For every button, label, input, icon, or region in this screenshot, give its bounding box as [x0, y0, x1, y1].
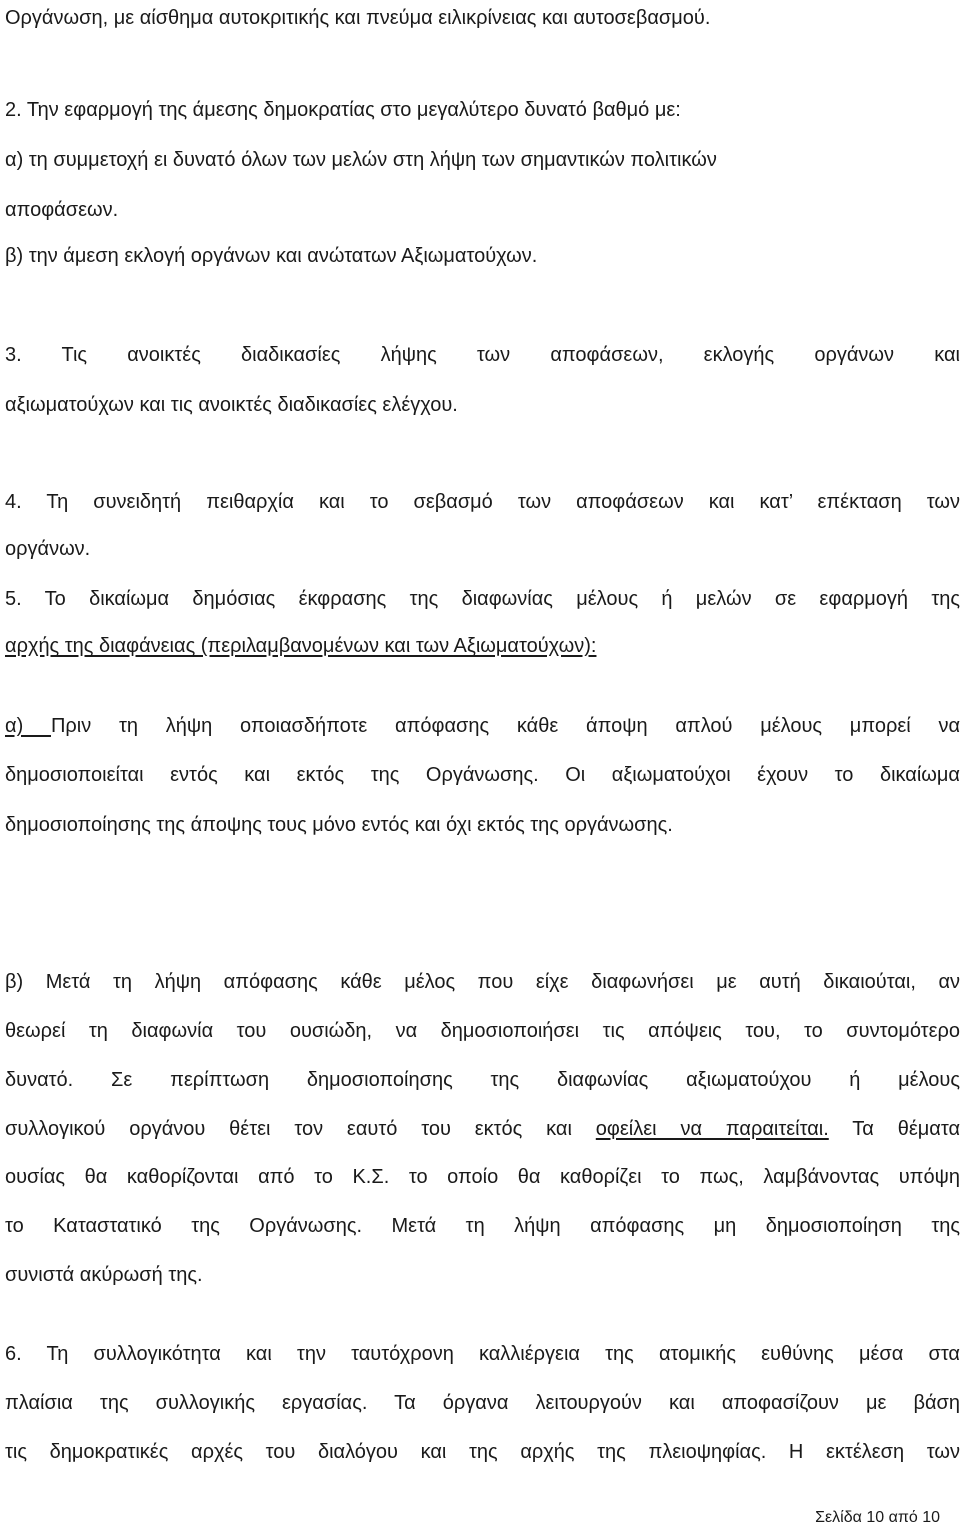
- text-line: 5. Το δικαίωμα δημόσιας έκφρασης της διαφωνίας μέλους ή μελών σε εφαρμογή της: [5, 588, 960, 610]
- text-line: δημοσιοποίησης της άποψης τους μόνο εντός και όχι εκτός της οργάνωσης.: [5, 814, 673, 836]
- text-segment: Τα θέματα: [828, 1118, 960, 1140]
- text-line: θεωρεί τη διαφωνία του ουσιώδη, να δημοσιοποιήσει τις απόψεις του, το συντομότερο: [5, 1020, 960, 1042]
- text-line: το Καταστατικό της Οργάνωσης. Μετά τη λήψη απόφασης μη δημοσιοποίηση της: [5, 1215, 960, 1237]
- text-line: αξιωματούχων και τις ανοικτές διαδικασίες ελέγχου.: [5, 394, 458, 416]
- text-line: 4. Τη συνειδητή πειθαρχία και το σεβασμό των αποφάσεων και κατ’ επέκταση των: [5, 491, 960, 513]
- text-line: αποφάσεων.: [5, 199, 119, 221]
- text-line: δυνατό. Σε περίπτωση δημοσιοποίησης της διαφωνίας αξιωματούχου ή μέλους: [5, 1069, 960, 1091]
- text-line: πλαίσια της συλλογικής εργασίας. Τα όργανα λειτουργούν και αποφασίζουν με βάση: [5, 1392, 960, 1414]
- underlined-text: αρχής της διαφάνειας (περιλαμβανομένων και των Αξιωματούχων):: [5, 635, 597, 657]
- page-number: Σελίδα 10 από 10: [815, 1509, 940, 1526]
- text-line: [5, 713, 960, 739]
- text-line: [5, 633, 596, 659]
- text-line: [5, 1116, 960, 1142]
- text-segment: συλλογικού οργάνου θέτει τον εαυτό του εκτός και: [5, 1118, 596, 1140]
- text-line: 3. Τις ανοικτές διαδικασίες λήψης των αποφάσεων, εκλογής οργάνων και: [5, 344, 960, 366]
- text-segment: Πριν τη λήψη οποιασδήποτε απόφασης κάθε άποψη απλού μέλους μπορεί να: [50, 715, 960, 737]
- text-line: Οργάνωση, με αίσθημα αυτοκριτικής και πνεύμα ειλικρίνειας και αυτοσεβασμού.: [5, 7, 711, 29]
- text-line: 6. Τη συλλογικότητα και την ταυτόχρονη καλλιέργεια της ατομικής ευθύνης μέσα στα: [5, 1343, 960, 1365]
- text-line: τις δημοκρατικές αρχές του διαλόγου και της αρχής της πλειοψηφίας. Η εκτέλεση των: [5, 1441, 960, 1463]
- text-line: ουσίας θα καθορίζονται από το Κ.Σ. το οποίο θα καθορίζει το πως, λαμβάνοντας υπόψη: [5, 1166, 960, 1188]
- text-line: β) την άμεση εκλογή οργάνων και ανώτατων Αξιωματούχων.: [5, 245, 538, 267]
- underlined-text: οφείλει να παραιτείται.: [595, 1118, 829, 1140]
- text-line: 2. Την εφαρμογή της άμεσης δημοκρατίας στο μεγαλύτερο δυνατό βαθμό με:: [5, 99, 681, 121]
- text-line: συνιστά ακύρωσή της.: [5, 1264, 203, 1286]
- text-line: οργάνων.: [5, 538, 91, 560]
- underlined-label: α): [5, 715, 51, 737]
- text-line: β) Μετά τη λήψη απόφασης κάθε μέλος που είχε διαφωνήσει με αυτή δικαιούται, αν: [5, 971, 960, 993]
- text-line: α) τη συμμετοχή ει δυνατό όλων των μελών στη λήψη των σημαντικών πολιτικών: [5, 149, 717, 171]
- text-line: δημοσιοποιείται εντός και εκτός της Οργάνωσης. Οι αξιωματούχοι έχουν το δικαίωμα: [5, 764, 960, 786]
